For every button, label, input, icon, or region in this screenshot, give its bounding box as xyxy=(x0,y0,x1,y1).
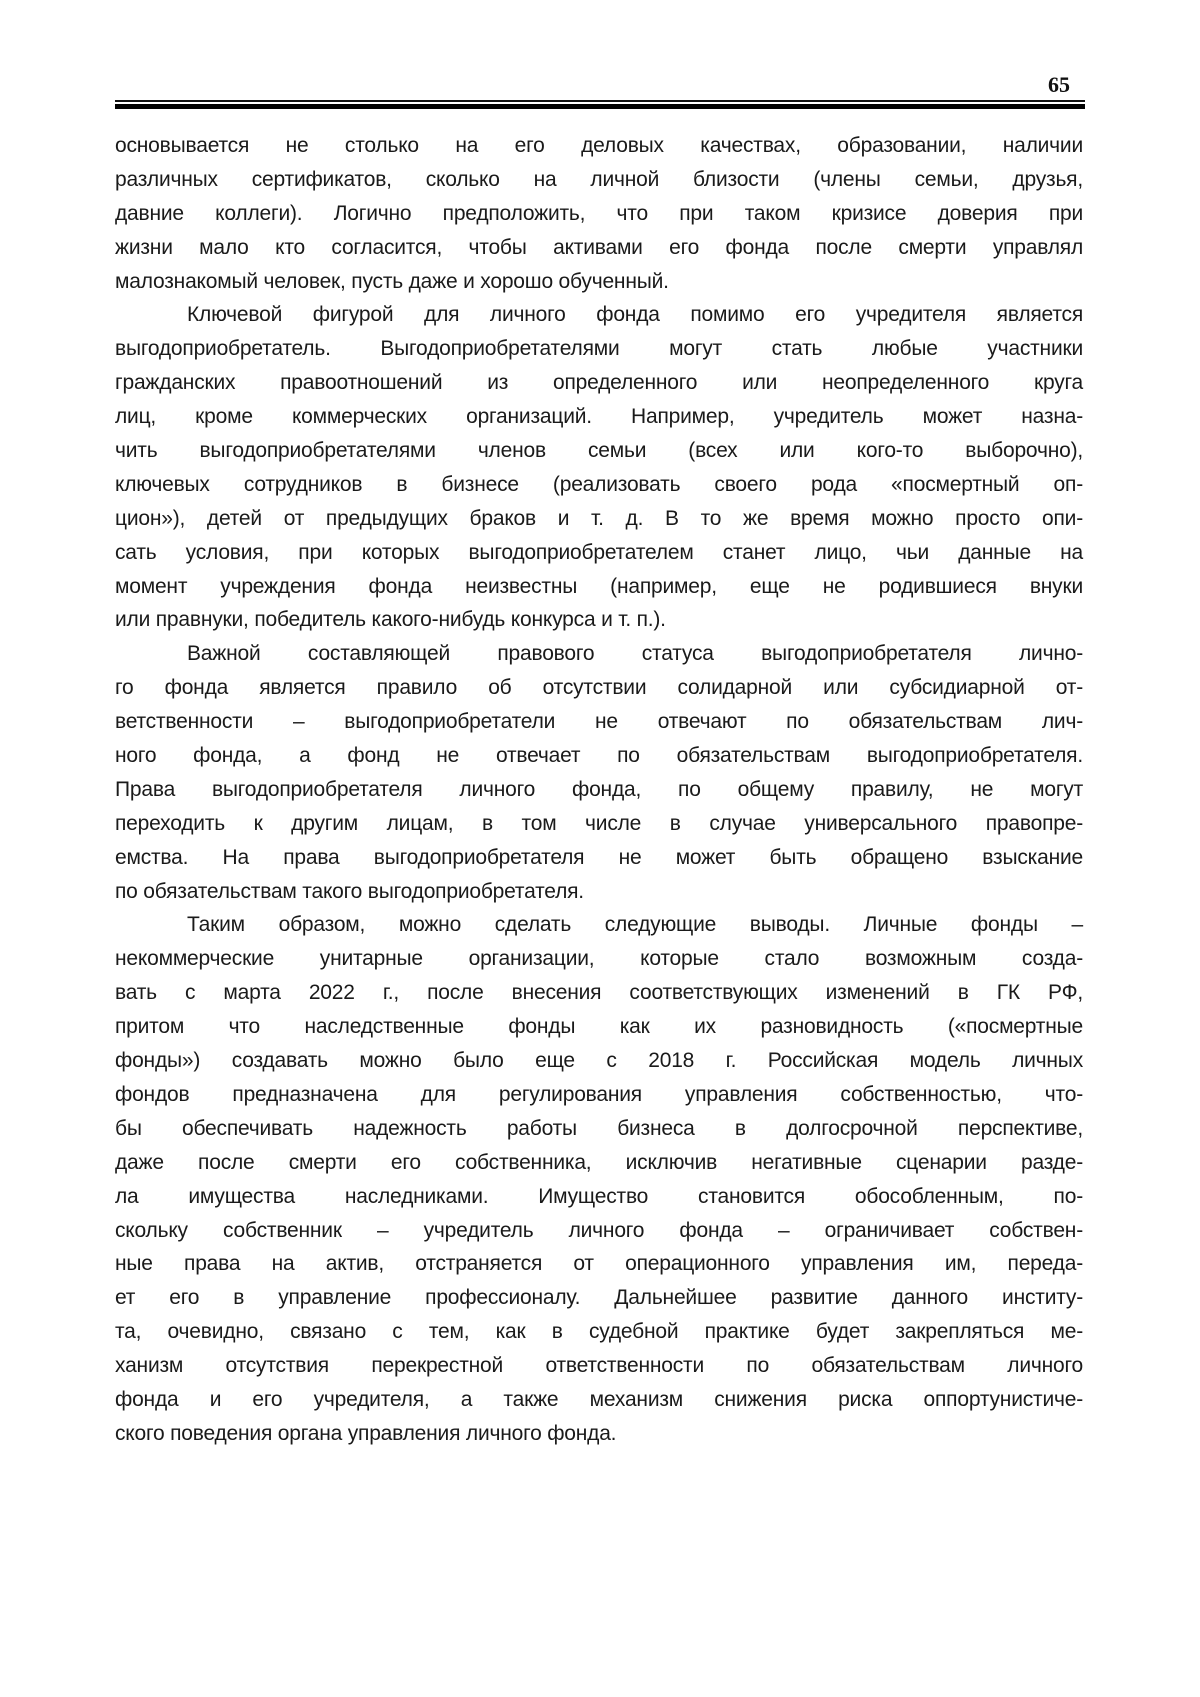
text-line: гражданских правоотношений из определенного или неопределенного круга xyxy=(115,371,1083,395)
text-line: сать условия, при которых выгодоприобретателем станет лицо, чьи данные на xyxy=(115,540,1083,564)
body-text xyxy=(115,129,1083,1451)
text-line: та, очевидно, связано с тем, как в судебной практике будет закрепляться ме- xyxy=(115,1320,1083,1344)
text-line: основывается не столько на его деловых качествах, образовании, наличии xyxy=(115,134,1083,157)
text-line: ключевых сотрудников в бизнесе (реализовать своего рода «посмертный оп- xyxy=(115,472,1083,496)
text-line: Важной составляющей правового статуса выгодоприобретателя лично- xyxy=(187,642,1083,666)
text-line: Права выгодоприобретателя личного фонда, по общему правилу, не могут xyxy=(115,777,1083,801)
text-line: ла имущества наследниками. Имущество становится обособленным, по- xyxy=(115,1184,1083,1208)
text-line: фонда и его учредителя, а также механизм снижения риска оппортунистиче- xyxy=(115,1387,1083,1411)
text-line: ные права на актив, отстраняется от операционного управления им, переда- xyxy=(115,1252,1083,1276)
paragraph xyxy=(115,129,1083,298)
text-line: переходить к другим лицам, в том числе в случае универсального правопре- xyxy=(115,811,1083,835)
text-line: цион»), детей от предыдущих браков и т. д. В то же время можно просто опи- xyxy=(115,506,1083,530)
text-line: различных сертификатов, сколько на личной близости (члены семьи, друзья, xyxy=(115,167,1083,191)
text-line: жизни мало кто согласится, чтобы активами его фонда после смерти управлял xyxy=(115,235,1083,259)
paragraph xyxy=(115,637,1083,908)
text-line: ского поведения органа управления личного фонда. xyxy=(115,1421,617,1445)
text-line: лиц, кроме коммерческих организаций. Например, учредитель может назна- xyxy=(115,405,1083,429)
text-line: Ключевой фигурой для личного фонда помимо его учредителя является xyxy=(187,303,1083,327)
text-line: или правнуки, победитель какого-нибудь конкурса и т. п.). xyxy=(115,608,666,632)
text-line: Таким образом, можно сделать следующие выводы. Личные фонды – xyxy=(187,913,1083,937)
text-line: фонды») создавать можно было еще с 2018 г. Российская модель личных xyxy=(115,1049,1083,1073)
text-line: даже после смерти его собственника, исключив негативные сценарии разде- xyxy=(115,1150,1083,1174)
header-rule-thick xyxy=(115,104,1085,109)
text-line: скольку собственник – учредитель личного фонда – ограничивает собствен- xyxy=(115,1218,1083,1242)
text-line: ет его в управление профессионалу. Дальнейшее развитие данного институ- xyxy=(115,1286,1083,1310)
text-line: емства. На права выгодоприобретателя не может быть обращено взыскание xyxy=(115,845,1083,869)
text-line: чить выгодоприобретателями членов семьи (всех или кого-то выборочно), xyxy=(115,439,1083,463)
text-line: ханизм отсутствия перекрестной ответственности по обязательствам личного xyxy=(115,1354,1083,1378)
text-line: некоммерческие унитарные организации, которые стало возможным созда- xyxy=(115,947,1083,971)
text-line: бы обеспечивать надежность работы бизнеса в долгосрочной перспективе, xyxy=(115,1116,1083,1140)
text-line: вать с марта 2022 г., после внесения соответствующих изменений в ГК РФ, xyxy=(115,981,1083,1005)
paragraph xyxy=(115,298,1083,637)
text-line: го фонда является правило об отсутствии солидарной или субсидиарной от- xyxy=(115,676,1083,700)
text-line: фондов предназначена для регулирования управления собственностью, что- xyxy=(115,1082,1083,1106)
header-rule-thin xyxy=(115,100,1085,102)
paragraph xyxy=(115,908,1083,1450)
text-line: момент учреждения фонда неизвестны (например, еще не родившиеся внуки xyxy=(115,574,1083,598)
text-line: малознакомый человек, пусть даже и хорошо обученный. xyxy=(115,269,669,293)
text-line: ного фонда, а фонд не отвечает по обязательствам выгодоприобретателя. xyxy=(115,744,1083,768)
text-line: ветственности – выгодоприобретатели не отвечают по обязательствам лич- xyxy=(115,710,1083,734)
text-line: притом что наследственные фонды как их разновидность («посмертные xyxy=(115,1015,1083,1039)
text-line: по обязательствам такого выгодоприобретателя. xyxy=(115,879,584,903)
text-line: выгодоприобретатель. Выгодоприобретателями могут стать любые участники xyxy=(115,337,1083,361)
text-line: давние коллеги). Логично предположить, что при таком кризисе доверия при xyxy=(115,201,1083,225)
page-number: 65 xyxy=(1048,72,1070,97)
